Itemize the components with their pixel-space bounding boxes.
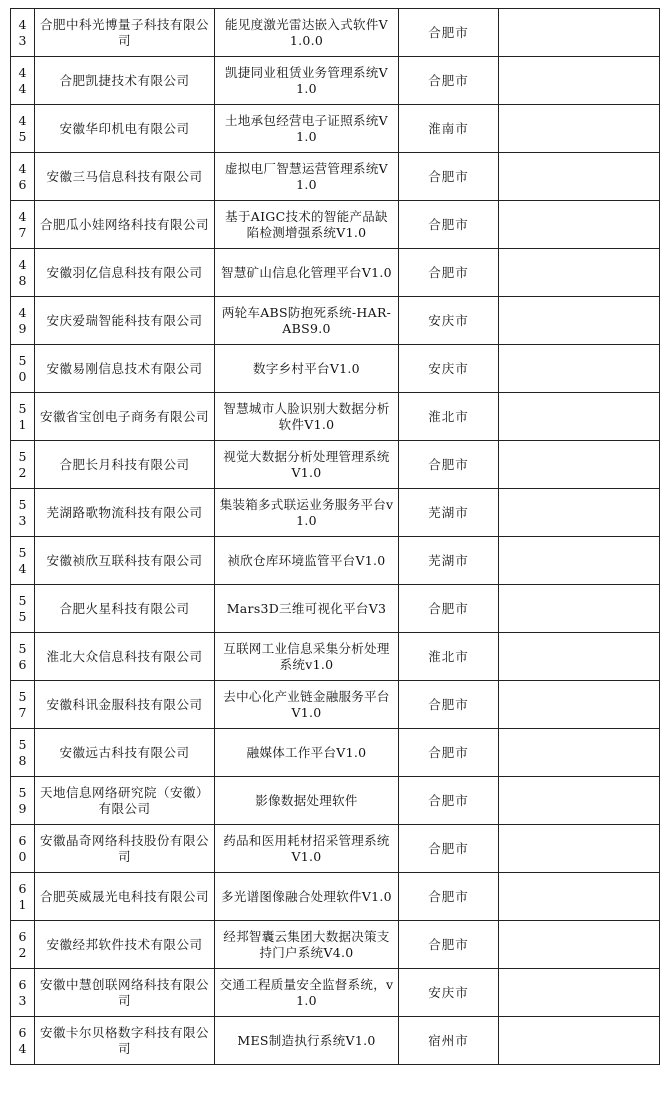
software-name: 能见度激光雷达嵌入式软件V1.0.0 bbox=[215, 9, 399, 57]
row-number: 53 bbox=[11, 489, 35, 537]
row-number: 62 bbox=[11, 921, 35, 969]
table-body bbox=[11, 9, 660, 1065]
row-number: 60 bbox=[11, 825, 35, 873]
company-name: 天地信息网络研究院（安徽）有限公司 bbox=[35, 777, 215, 825]
software-name: 交通工程质量安全监督系统，v1.0 bbox=[215, 969, 399, 1017]
blank-cell bbox=[499, 729, 660, 777]
blank-cell bbox=[499, 441, 660, 489]
company-name: 安徽易刚信息技术有限公司 bbox=[35, 345, 215, 393]
row-number: 46 bbox=[11, 153, 35, 201]
software-name: 两轮车ABS防抱死系统-HAR-ABS9.0 bbox=[215, 297, 399, 345]
table-row bbox=[11, 585, 660, 633]
row-number: 61 bbox=[11, 873, 35, 921]
software-name: MES制造执行系统V1.0 bbox=[215, 1017, 399, 1065]
software-name: 互联网工业信息采集分析处理系统v1.0 bbox=[215, 633, 399, 681]
city-name: 安庆市 bbox=[399, 345, 499, 393]
city-name: 合肥市 bbox=[399, 153, 499, 201]
software-name: 祯欣仓库环境监管平台V1.0 bbox=[215, 537, 399, 585]
company-name: 安徽远古科技有限公司 bbox=[35, 729, 215, 777]
software-list-table bbox=[10, 8, 660, 1065]
city-name: 芜湖市 bbox=[399, 537, 499, 585]
row-number: 45 bbox=[11, 105, 35, 153]
city-name: 合肥市 bbox=[399, 921, 499, 969]
company-name: 合肥长月科技有限公司 bbox=[35, 441, 215, 489]
city-name: 合肥市 bbox=[399, 777, 499, 825]
blank-cell bbox=[499, 393, 660, 441]
city-name: 合肥市 bbox=[399, 201, 499, 249]
table-row bbox=[11, 969, 660, 1017]
table-row bbox=[11, 489, 660, 537]
table-row bbox=[11, 777, 660, 825]
blank-cell bbox=[499, 489, 660, 537]
company-name: 安徽中慧创联网络科技有限公司 bbox=[35, 969, 215, 1017]
blank-cell bbox=[499, 297, 660, 345]
city-name: 安庆市 bbox=[399, 969, 499, 1017]
software-name: 影像数据处理软件 bbox=[215, 777, 399, 825]
row-number: 56 bbox=[11, 633, 35, 681]
company-name: 淮北大众信息科技有限公司 bbox=[35, 633, 215, 681]
company-name: 安徽科讯金服科技有限公司 bbox=[35, 681, 215, 729]
blank-cell bbox=[499, 105, 660, 153]
company-name: 合肥中科光博量子科技有限公司 bbox=[35, 9, 215, 57]
table-row bbox=[11, 297, 660, 345]
software-name: 药品和医用耗材招采管理系统V1.0 bbox=[215, 825, 399, 873]
table-row bbox=[11, 153, 660, 201]
company-name: 安庆爱瑞智能科技有限公司 bbox=[35, 297, 215, 345]
city-name: 合肥市 bbox=[399, 585, 499, 633]
blank-cell bbox=[499, 921, 660, 969]
company-name: 合肥英威晟光电科技有限公司 bbox=[35, 873, 215, 921]
table-row bbox=[11, 825, 660, 873]
table-row bbox=[11, 873, 660, 921]
row-number: 63 bbox=[11, 969, 35, 1017]
city-name: 淮北市 bbox=[399, 393, 499, 441]
table-row bbox=[11, 105, 660, 153]
blank-cell bbox=[499, 537, 660, 585]
row-number: 57 bbox=[11, 681, 35, 729]
software-name: 数字乡村平台V1.0 bbox=[215, 345, 399, 393]
row-number: 44 bbox=[11, 57, 35, 105]
software-name: 视觉大数据分析处理管理系统V1.0 bbox=[215, 441, 399, 489]
software-name: 虚拟电厂智慧运营管理系统V1.0 bbox=[215, 153, 399, 201]
city-name: 合肥市 bbox=[399, 729, 499, 777]
row-number: 55 bbox=[11, 585, 35, 633]
software-name: 集装箱多式联运业务服务平台v1.0 bbox=[215, 489, 399, 537]
city-name: 合肥市 bbox=[399, 873, 499, 921]
company-name: 安徽卡尔贝格数字科技有限公司 bbox=[35, 1017, 215, 1065]
company-name: 安徽三马信息科技有限公司 bbox=[35, 153, 215, 201]
table-row bbox=[11, 921, 660, 969]
city-name: 淮北市 bbox=[399, 633, 499, 681]
blank-cell bbox=[499, 153, 660, 201]
row-number: 49 bbox=[11, 297, 35, 345]
blank-cell bbox=[499, 777, 660, 825]
blank-cell bbox=[499, 585, 660, 633]
table-row bbox=[11, 9, 660, 57]
software-name: Mars3D三维可视化平台V3 bbox=[215, 585, 399, 633]
table-row bbox=[11, 57, 660, 105]
city-name: 合肥市 bbox=[399, 441, 499, 489]
table-row bbox=[11, 249, 660, 297]
row-number: 52 bbox=[11, 441, 35, 489]
table-row bbox=[11, 681, 660, 729]
table-row bbox=[11, 1017, 660, 1065]
company-name: 合肥火星科技有限公司 bbox=[35, 585, 215, 633]
blank-cell bbox=[499, 825, 660, 873]
city-name: 合肥市 bbox=[399, 249, 499, 297]
software-name: 凯捷同业租赁业务管理系统V1.0 bbox=[215, 57, 399, 105]
city-name: 宿州市 bbox=[399, 1017, 499, 1065]
city-name: 合肥市 bbox=[399, 681, 499, 729]
row-number: 51 bbox=[11, 393, 35, 441]
software-name: 智慧矿山信息化管理平台V1.0 bbox=[215, 249, 399, 297]
row-number: 59 bbox=[11, 777, 35, 825]
city-name: 合肥市 bbox=[399, 9, 499, 57]
table-row bbox=[11, 201, 660, 249]
table-row bbox=[11, 633, 660, 681]
software-name: 土地承包经营电子证照系统V1.0 bbox=[215, 105, 399, 153]
table-row bbox=[11, 441, 660, 489]
blank-cell bbox=[499, 249, 660, 297]
blank-cell bbox=[499, 681, 660, 729]
row-number: 48 bbox=[11, 249, 35, 297]
row-number: 54 bbox=[11, 537, 35, 585]
blank-cell bbox=[499, 969, 660, 1017]
city-name: 合肥市 bbox=[399, 57, 499, 105]
row-number: 64 bbox=[11, 1017, 35, 1065]
blank-cell bbox=[499, 1017, 660, 1065]
table-row bbox=[11, 393, 660, 441]
city-name: 合肥市 bbox=[399, 825, 499, 873]
blank-cell bbox=[499, 9, 660, 57]
company-name: 安徽羽亿信息科技有限公司 bbox=[35, 249, 215, 297]
blank-cell bbox=[499, 201, 660, 249]
blank-cell bbox=[499, 633, 660, 681]
company-name: 合肥凯捷技术有限公司 bbox=[35, 57, 215, 105]
row-number: 47 bbox=[11, 201, 35, 249]
table-row bbox=[11, 729, 660, 777]
blank-cell bbox=[499, 57, 660, 105]
company-name: 安徽省宝创电子商务有限公司 bbox=[35, 393, 215, 441]
software-name: 多光谱图像融合处理软件V1.0 bbox=[215, 873, 399, 921]
software-name: 去中心化产业链金融服务平台V1.0 bbox=[215, 681, 399, 729]
row-number: 58 bbox=[11, 729, 35, 777]
blank-cell bbox=[499, 873, 660, 921]
software-name: 基于AIGC技术的智能产品缺陷检测增强系统V1.0 bbox=[215, 201, 399, 249]
table-row bbox=[11, 537, 660, 585]
company-name: 安徽祯欣互联科技有限公司 bbox=[35, 537, 215, 585]
software-name: 智慧城市人脸识别大数据分析软件V1.0 bbox=[215, 393, 399, 441]
company-name: 安徽经邦软件技术有限公司 bbox=[35, 921, 215, 969]
city-name: 淮南市 bbox=[399, 105, 499, 153]
city-name: 安庆市 bbox=[399, 297, 499, 345]
company-name: 安徽华印机电有限公司 bbox=[35, 105, 215, 153]
company-name: 合肥瓜小娃网络科技有限公司 bbox=[35, 201, 215, 249]
company-name: 安徽晶奇网络科技股份有限公司 bbox=[35, 825, 215, 873]
table-row bbox=[11, 345, 660, 393]
city-name: 芜湖市 bbox=[399, 489, 499, 537]
row-number: 50 bbox=[11, 345, 35, 393]
software-name: 经邦智囊云集团大数据决策支持门户系统V4.0 bbox=[215, 921, 399, 969]
company-name: 芜湖路歌物流科技有限公司 bbox=[35, 489, 215, 537]
blank-cell bbox=[499, 345, 660, 393]
row-number: 43 bbox=[11, 9, 35, 57]
software-name: 融媒体工作平台V1.0 bbox=[215, 729, 399, 777]
